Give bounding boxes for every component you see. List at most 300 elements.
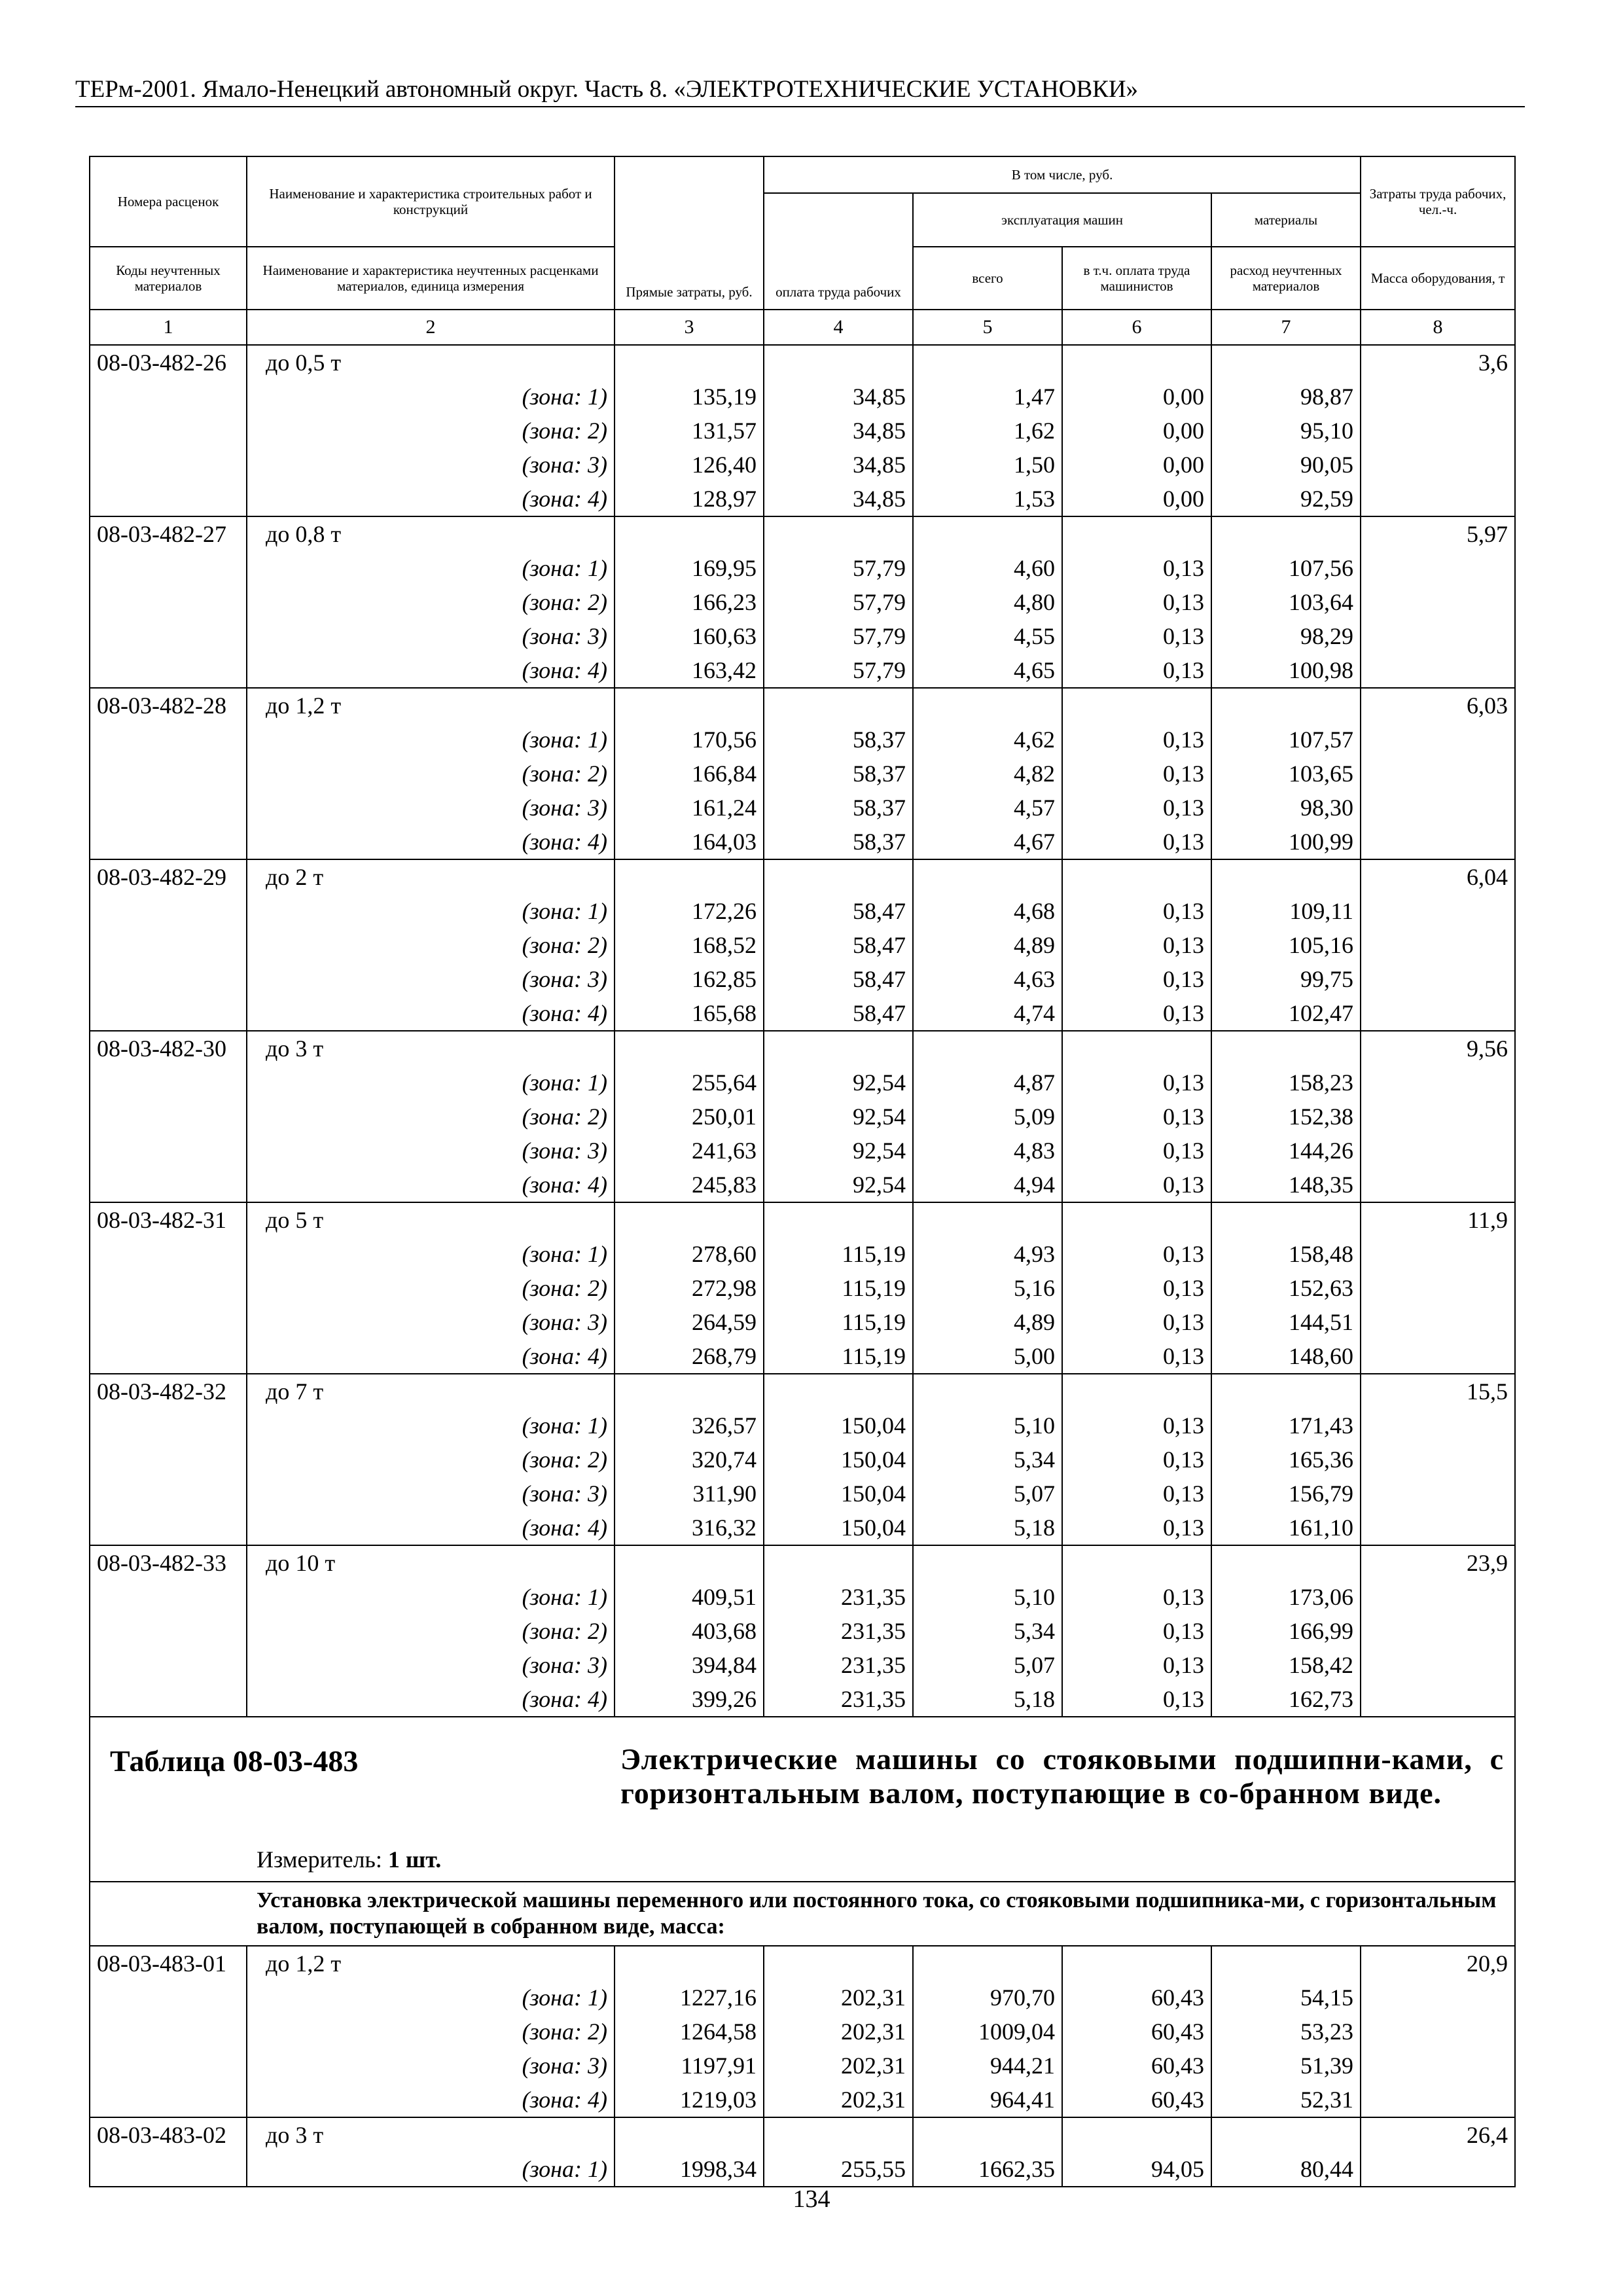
machines-cost: 5,16: [913, 1271, 1062, 1305]
wages-cost: 57,79: [764, 619, 913, 653]
wages-cost: 115,19: [764, 1237, 913, 1271]
direct-cost: 1264,58: [615, 2015, 764, 2049]
direct-cost: 166,84: [615, 757, 764, 791]
machine-wages-cost: 0,13: [1062, 928, 1211, 962]
zone-label: (зона: 2): [247, 2015, 615, 2049]
zone-label: (зона: 4): [247, 825, 615, 859]
empty-cell: [1361, 723, 1515, 757]
table-row: [90, 1545, 1515, 1580]
zone-label: (зона: 1): [247, 1408, 615, 1443]
empty-cell: [90, 1614, 247, 1648]
col-mass-header: Масса оборудования, т: [1361, 247, 1515, 310]
labor-value: 9,56: [1361, 1031, 1515, 1066]
empty-cell: [913, 688, 1062, 723]
wages-cost: 202,31: [764, 2049, 913, 2083]
table-482-body: [90, 345, 1515, 1717]
unit-label: Измеритель:: [257, 1846, 382, 1873]
empty-cell: [1361, 2049, 1515, 2083]
col-number: 3: [615, 310, 764, 345]
empty-cell: [90, 551, 247, 585]
empty-cell: [1361, 551, 1515, 585]
table-483-unit: [257, 1846, 441, 1873]
materials-cost: 107,56: [1211, 551, 1361, 585]
wages-cost: 34,85: [764, 448, 913, 482]
machines-cost: 4,60: [913, 551, 1062, 585]
price-table: [89, 156, 1516, 2187]
direct-cost: 409,51: [615, 1580, 764, 1614]
direct-cost: 165,68: [615, 996, 764, 1031]
unit-value: 1 шт.: [387, 1846, 442, 1873]
page-number: 134: [793, 2185, 830, 2213]
machines-cost: 4,57: [913, 791, 1062, 825]
empty-cell: [1062, 688, 1211, 723]
machine-wages-cost: 60,43: [1062, 2015, 1211, 2049]
zone-label: (зона: 3): [247, 619, 615, 653]
machines-cost: 5,18: [913, 1682, 1062, 1717]
table-row: [90, 962, 1515, 996]
materials-cost: 171,43: [1211, 1408, 1361, 1443]
direct-cost: 163,42: [615, 653, 764, 688]
table-row: [90, 2117, 1515, 2152]
wages-cost: 115,19: [764, 1305, 913, 1339]
direct-cost: 272,98: [615, 1271, 764, 1305]
table-row: [90, 2049, 1515, 2083]
zone-label: (зона: 2): [247, 1271, 615, 1305]
zone-label: (зона: 2): [247, 585, 615, 619]
wages-cost: 58,37: [764, 791, 913, 825]
table-row: [90, 482, 1515, 516]
table-row: [90, 619, 1515, 653]
rate-code: 08-03-482-31: [90, 1202, 247, 1237]
machine-wages-cost: 0,13: [1062, 653, 1211, 688]
machine-wages-cost: 0,00: [1062, 448, 1211, 482]
zone-label: (зона: 2): [247, 1443, 615, 1477]
empty-cell: [90, 825, 247, 859]
wages-cost: 150,04: [764, 1477, 913, 1511]
machine-wages-cost: 0,13: [1062, 1614, 1211, 1648]
empty-cell: [1361, 791, 1515, 825]
machines-cost: 4,68: [913, 894, 1062, 928]
empty-cell: [913, 859, 1062, 894]
empty-cell: [615, 345, 764, 380]
col-number: 5: [913, 310, 1062, 345]
rate-name: до 2 т: [247, 859, 615, 894]
zone-label: (зона: 2): [247, 928, 615, 962]
empty-cell: [1062, 1202, 1211, 1237]
empty-cell: [764, 1202, 913, 1237]
table-row: [90, 1408, 1515, 1443]
empty-cell: [90, 448, 247, 482]
materials-cost: 158,48: [1211, 1237, 1361, 1271]
machine-wages-cost: 0,13: [1062, 825, 1211, 859]
empty-cell: [90, 1682, 247, 1717]
zone-label: (зона: 2): [247, 414, 615, 448]
empty-cell: [764, 345, 913, 380]
empty-cell: [1361, 1981, 1515, 2015]
empty-cell: [1361, 2152, 1515, 2187]
machine-wages-cost: 0,13: [1062, 1648, 1211, 1682]
empty-cell: [90, 585, 247, 619]
direct-cost: 162,85: [615, 962, 764, 996]
empty-cell: [1062, 859, 1211, 894]
materials-cost: 51,39: [1211, 2049, 1361, 2083]
machine-wages-cost: 0,13: [1062, 757, 1211, 791]
machine-wages-cost: 60,43: [1062, 1981, 1211, 2015]
machine-wages-cost: 0,13: [1062, 1682, 1211, 1717]
empty-cell: [90, 653, 247, 688]
direct-cost: 166,23: [615, 585, 764, 619]
empty-cell: [90, 1271, 247, 1305]
rate-name: до 0,5 т: [247, 345, 615, 380]
empty-cell: [90, 1066, 247, 1100]
col-number: 4: [764, 310, 913, 345]
table-row: [90, 345, 1515, 380]
machines-cost: 5,07: [913, 1648, 1062, 1682]
empty-cell: [90, 1981, 247, 2015]
machine-wages-cost: 60,43: [1062, 2049, 1211, 2083]
machine-wages-cost: 0,13: [1062, 894, 1211, 928]
empty-cell: [1361, 1339, 1515, 1374]
col-materials-sub-header: расход неучтенных материалов: [1211, 247, 1361, 310]
col-number: 6: [1062, 310, 1211, 345]
empty-cell: [90, 996, 247, 1031]
empty-cell: [1211, 1545, 1361, 1580]
machines-cost: 1,53: [913, 482, 1062, 516]
direct-cost: 172,26: [615, 894, 764, 928]
rate-name: до 10 т: [247, 1545, 615, 1580]
table-row: [90, 1168, 1515, 1202]
empty-cell: [90, 2083, 247, 2117]
empty-cell: [1361, 894, 1515, 928]
materials-cost: 173,06: [1211, 1580, 1361, 1614]
empty-cell: [1361, 1682, 1515, 1717]
machines-cost: 5,00: [913, 1339, 1062, 1374]
direct-cost: 1197,91: [615, 2049, 764, 2083]
materials-cost: 98,30: [1211, 791, 1361, 825]
rate-code: 08-03-482-27: [90, 516, 247, 551]
empty-cell: [1211, 516, 1361, 551]
zone-label: (зона: 2): [247, 1100, 615, 1134]
empty-cell: [90, 928, 247, 962]
rate-code: 08-03-482-26: [90, 345, 247, 380]
zone-label: (зона: 3): [247, 791, 615, 825]
table-row: [90, 1305, 1515, 1339]
table-row: [90, 414, 1515, 448]
col-machines-wages-header: в т.ч. оплата труда машинистов: [1062, 247, 1211, 310]
empty-cell: [90, 2049, 247, 2083]
zone-label: (зона: 4): [247, 653, 615, 688]
direct-cost: 160,63: [615, 619, 764, 653]
machines-cost: 4,82: [913, 757, 1062, 791]
zone-label: (зона: 4): [247, 482, 615, 516]
zone-label: (зона: 1): [247, 551, 615, 585]
labor-value: 3,6: [1361, 345, 1515, 380]
empty-cell: [1211, 1946, 1361, 1981]
direct-cost: 169,95: [615, 551, 764, 585]
wages-cost: 202,31: [764, 2015, 913, 2049]
wages-cost: 231,35: [764, 1614, 913, 1648]
machines-cost: 4,94: [913, 1168, 1062, 1202]
wages-cost: 255,55: [764, 2152, 913, 2187]
table-row: [90, 1981, 1515, 2015]
materials-cost: 100,99: [1211, 825, 1361, 859]
labor-value: 5,97: [1361, 516, 1515, 551]
direct-cost: 403,68: [615, 1614, 764, 1648]
machines-cost: 944,21: [913, 2049, 1062, 2083]
machines-cost: 4,62: [913, 723, 1062, 757]
machines-cost: 4,93: [913, 1237, 1062, 1271]
wages-cost: 92,54: [764, 1134, 913, 1168]
col-name-header: Наименование и характеристика строительных работ и конструкций: [247, 156, 615, 247]
column-numbers-row: [90, 310, 1515, 345]
table-row: [90, 1271, 1515, 1305]
labor-value: 23,9: [1361, 1545, 1515, 1580]
empty-cell: [913, 1031, 1062, 1066]
col-including-header: В том числе, руб.: [764, 156, 1361, 193]
empty-cell: [1361, 1477, 1515, 1511]
machines-cost: 4,89: [913, 1305, 1062, 1339]
table-row: [90, 859, 1515, 894]
direct-cost: 1219,03: [615, 2083, 764, 2117]
direct-cost: 135,19: [615, 380, 764, 414]
table-row: [90, 1031, 1515, 1066]
direct-cost: 1227,16: [615, 1981, 764, 2015]
zone-label: (зона: 3): [247, 1477, 615, 1511]
materials-cost: 158,42: [1211, 1648, 1361, 1682]
zone-label: (зона: 4): [247, 1339, 615, 1374]
empty-cell: [1361, 962, 1515, 996]
machines-cost: 4,67: [913, 825, 1062, 859]
table-row: [90, 1443, 1515, 1477]
machine-wages-cost: 0,13: [1062, 1066, 1211, 1100]
zone-label: (зона: 3): [247, 448, 615, 482]
labor-value: 11,9: [1361, 1202, 1515, 1237]
empty-cell: [764, 2117, 913, 2152]
materials-cost: 107,57: [1211, 723, 1361, 757]
empty-cell: [615, 2117, 764, 2152]
wages-cost: 57,79: [764, 551, 913, 585]
table-row: [90, 380, 1515, 414]
direct-cost: 170,56: [615, 723, 764, 757]
materials-cost: 152,63: [1211, 1271, 1361, 1305]
materials-cost: 103,64: [1211, 585, 1361, 619]
table-row: [90, 723, 1515, 757]
table-row: [90, 1614, 1515, 1648]
direct-cost: 161,24: [615, 791, 764, 825]
table-row: [90, 688, 1515, 723]
direct-cost: 311,90: [615, 1477, 764, 1511]
machine-wages-cost: 0,13: [1062, 1408, 1211, 1443]
materials-cost: 166,99: [1211, 1614, 1361, 1648]
table-row: [90, 1511, 1515, 1545]
materials-cost: 162,73: [1211, 1682, 1361, 1717]
empty-cell: [90, 1408, 247, 1443]
empty-cell: [1361, 757, 1515, 791]
direct-cost: 320,74: [615, 1443, 764, 1477]
empty-cell: [90, 723, 247, 757]
empty-cell: [913, 516, 1062, 551]
col-materials-header: материалы: [1211, 193, 1361, 247]
materials-cost: 99,75: [1211, 962, 1361, 996]
table-row: [90, 551, 1515, 585]
labor-value: 20,9: [1361, 1946, 1515, 1981]
empty-cell: [764, 1545, 913, 1580]
machine-wages-cost: 0,13: [1062, 791, 1211, 825]
empty-cell: [1361, 1134, 1515, 1168]
table-row: [90, 2015, 1515, 2049]
empty-cell: [615, 859, 764, 894]
table-483-section-row: [90, 1882, 1515, 1946]
zone-label: (зона: 3): [247, 1648, 615, 1682]
wages-cost: 231,35: [764, 1648, 913, 1682]
empty-cell: [90, 1443, 247, 1477]
table-row: [90, 996, 1515, 1031]
machines-cost: 5,07: [913, 1477, 1062, 1511]
empty-cell: [90, 1648, 247, 1682]
empty-cell: [90, 757, 247, 791]
materials-cost: 152,38: [1211, 1100, 1361, 1134]
wages-cost: 58,37: [764, 757, 913, 791]
direct-cost: 241,63: [615, 1134, 764, 1168]
rate-code: 08-03-482-32: [90, 1374, 247, 1408]
empty-cell: [913, 1946, 1062, 1981]
machine-wages-cost: 0,13: [1062, 962, 1211, 996]
empty-cell: [1361, 448, 1515, 482]
table-row: [90, 1066, 1515, 1100]
empty-cell: [90, 1100, 247, 1134]
rate-name: до 3 т: [247, 1031, 615, 1066]
empty-cell: [1361, 1443, 1515, 1477]
materials-cost: 52,31: [1211, 2083, 1361, 2117]
empty-cell: [1361, 619, 1515, 653]
machine-wages-cost: 0,13: [1062, 1580, 1211, 1614]
materials-cost: 165,36: [1211, 1443, 1361, 1477]
empty-cell: [1361, 996, 1515, 1031]
wages-cost: 150,04: [764, 1443, 913, 1477]
empty-cell: [615, 1545, 764, 1580]
machine-wages-cost: 0,13: [1062, 1305, 1211, 1339]
direct-cost: 326,57: [615, 1408, 764, 1443]
machines-cost: 5,34: [913, 1614, 1062, 1648]
empty-cell: [90, 1134, 247, 1168]
table-row: [90, 448, 1515, 482]
empty-cell: [913, 345, 1062, 380]
machines-cost: 5,34: [913, 1443, 1062, 1477]
empty-cell: [90, 1237, 247, 1271]
wages-cost: 92,54: [764, 1168, 913, 1202]
table-483-name: Таблица 08-03-483: [110, 1744, 359, 1778]
wages-cost: 57,79: [764, 585, 913, 619]
materials-cost: 105,16: [1211, 928, 1361, 962]
wages-cost: 57,79: [764, 653, 913, 688]
labor-value: 15,5: [1361, 1374, 1515, 1408]
wages-cost: 202,31: [764, 2083, 913, 2117]
machine-wages-cost: 0,13: [1062, 585, 1211, 619]
col-codes-header: Номера расценок: [90, 156, 247, 247]
empty-cell: [1211, 859, 1361, 894]
direct-cost: 126,40: [615, 448, 764, 482]
zone-label: (зона: 4): [247, 2083, 615, 2117]
rate-code: 08-03-482-28: [90, 688, 247, 723]
empty-cell: [1361, 825, 1515, 859]
direct-cost: 164,03: [615, 825, 764, 859]
col-labor-header: Затраты труда рабочих, чел.-ч.: [1361, 156, 1515, 247]
machine-wages-cost: 0,00: [1062, 380, 1211, 414]
machines-cost: 4,80: [913, 585, 1062, 619]
empty-cell: [764, 859, 913, 894]
table-row: [90, 1580, 1515, 1614]
col-machines-header: эксплуатация машин: [913, 193, 1211, 247]
zone-label: (зона: 1): [247, 1981, 615, 2015]
empty-cell: [615, 1202, 764, 1237]
direct-cost: 268,79: [615, 1339, 764, 1374]
direct-cost: 255,64: [615, 1066, 764, 1100]
zone-label: (зона: 4): [247, 996, 615, 1031]
zone-label: (зона: 4): [247, 1168, 615, 1202]
col-number: 8: [1361, 310, 1515, 345]
machine-wages-cost: 0,13: [1062, 1477, 1211, 1511]
empty-cell: [1361, 1305, 1515, 1339]
zone-label: (зона: 4): [247, 1682, 615, 1717]
col-name-sub-header: Наименование и характеристика неучтенных расценками материалов, единица измерения: [247, 247, 615, 310]
empty-cell: [90, 894, 247, 928]
direct-cost: 131,57: [615, 414, 764, 448]
empty-cell: [615, 1374, 764, 1408]
empty-cell: [764, 516, 913, 551]
direct-cost: 399,26: [615, 1682, 764, 1717]
table-483-section-text: Установка электрической машины переменного или постоянного тока, со стояковыми подшипника-ми, с горизонтальным валом, поступающей в собранном виде, масса:: [257, 1888, 1497, 1939]
empty-cell: [1062, 1374, 1211, 1408]
empty-cell: [90, 791, 247, 825]
rate-name: до 0,8 т: [247, 516, 615, 551]
col-number: 2: [247, 310, 615, 345]
zone-label: (зона: 3): [247, 2049, 615, 2083]
wages-cost: 231,35: [764, 1580, 913, 1614]
labor-value: 6,04: [1361, 859, 1515, 894]
rate-name: до 1,2 т: [247, 688, 615, 723]
empty-cell: [764, 688, 913, 723]
table-483-title-row: [90, 1717, 1515, 1882]
col-wages-header: оплата труда рабочих: [764, 193, 913, 310]
table-header: [90, 156, 1515, 345]
empty-cell: [1361, 1648, 1515, 1682]
direct-cost: 1998,34: [615, 2152, 764, 2187]
col-number: 1: [90, 310, 247, 345]
empty-cell: [90, 1168, 247, 1202]
empty-cell: [90, 380, 247, 414]
empty-cell: [1361, 1580, 1515, 1614]
materials-cost: 90,05: [1211, 448, 1361, 482]
table-row: [90, 585, 1515, 619]
empty-cell: [913, 1374, 1062, 1408]
empty-cell: [1062, 516, 1211, 551]
zone-label: (зона: 1): [247, 1066, 615, 1100]
machine-wages-cost: 0,00: [1062, 414, 1211, 448]
empty-cell: [1211, 1202, 1361, 1237]
empty-cell: [90, 1580, 247, 1614]
empty-cell: [1361, 1511, 1515, 1545]
zone-label: (зона: 4): [247, 1511, 615, 1545]
zone-label: (зона: 1): [247, 1580, 615, 1614]
machines-cost: 1,47: [913, 380, 1062, 414]
materials-cost: 148,35: [1211, 1168, 1361, 1202]
machines-cost: 5,09: [913, 1100, 1062, 1134]
col-number: 7: [1211, 310, 1361, 345]
wages-cost: 150,04: [764, 1408, 913, 1443]
rate-code: 08-03-482-30: [90, 1031, 247, 1066]
machine-wages-cost: 0,13: [1062, 1339, 1211, 1374]
machines-cost: 5,10: [913, 1408, 1062, 1443]
